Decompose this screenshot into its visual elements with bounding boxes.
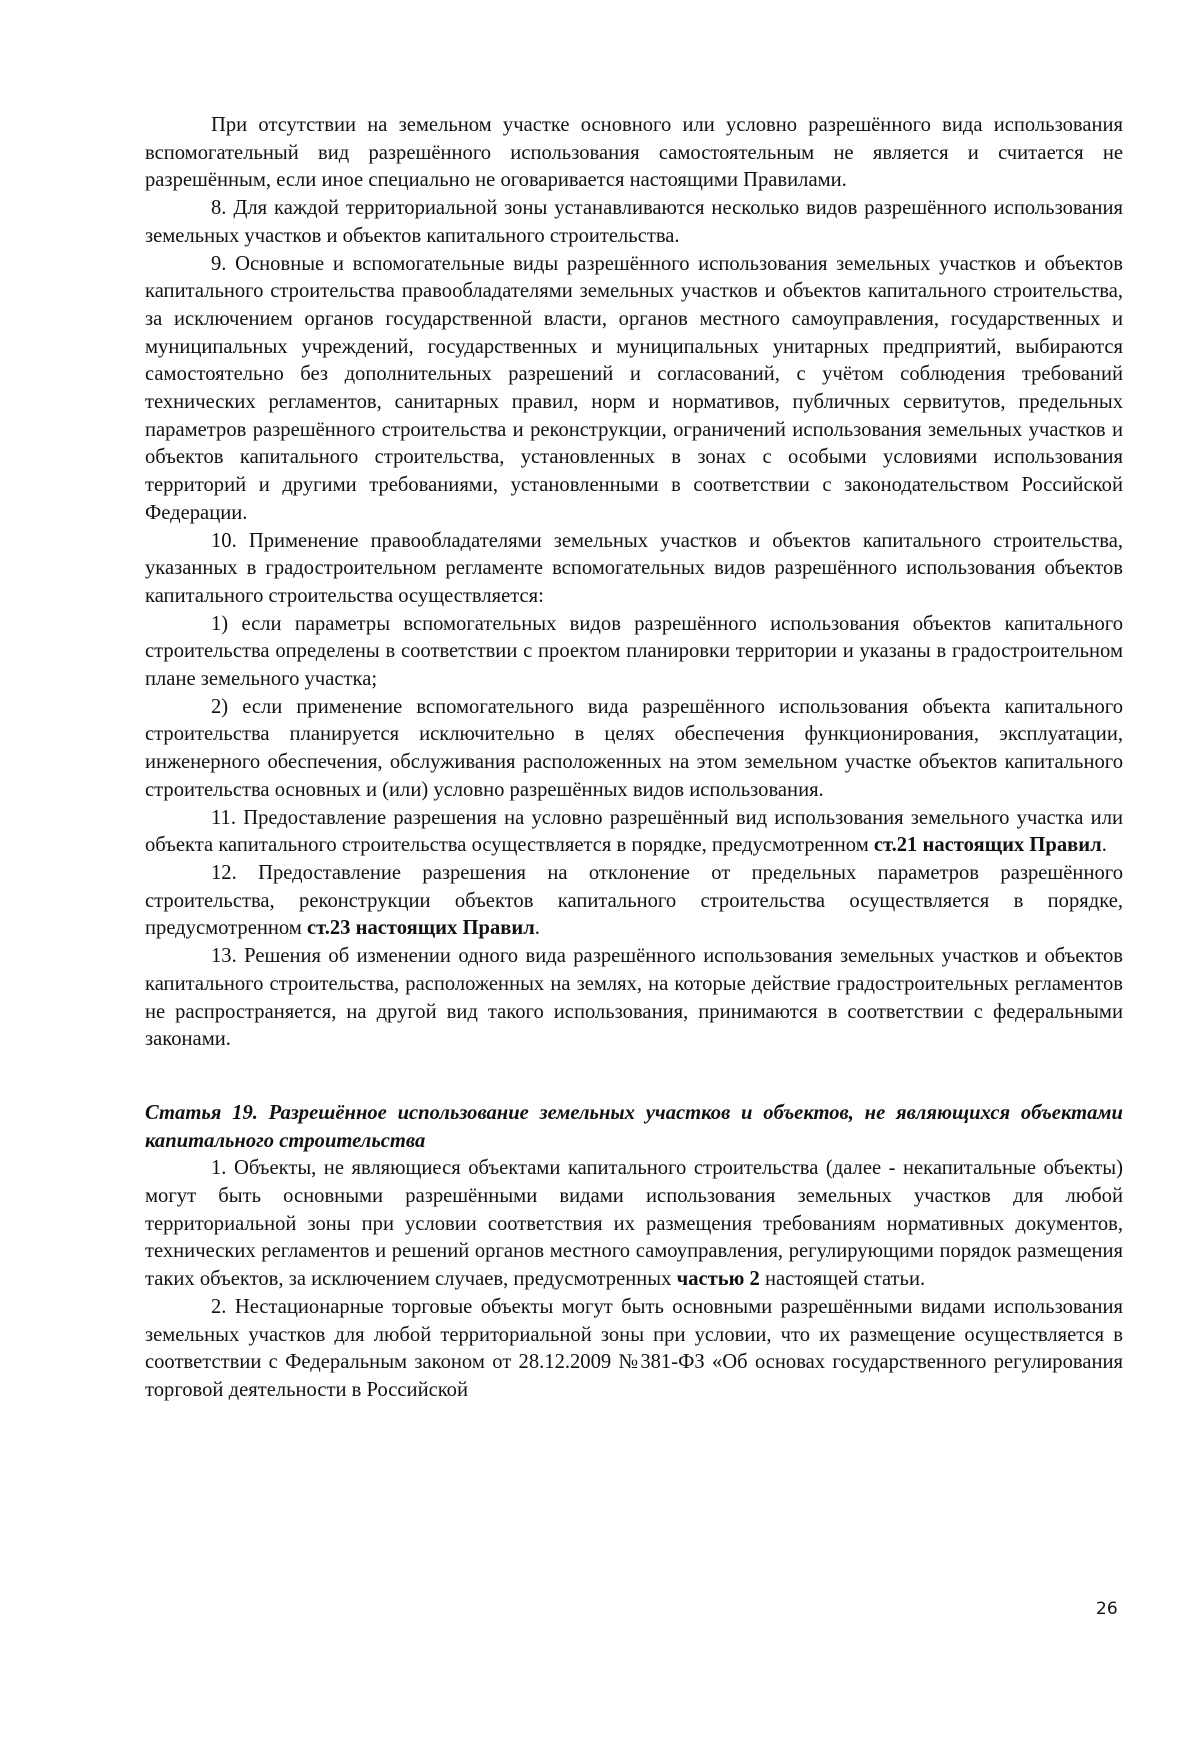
page-number: 26 <box>1096 1599 1118 1619</box>
article-19-paragraph-1-end: настоящей статьи. <box>759 1268 926 1291</box>
reference-article-23: ст.23 настоящих Правил <box>306 917 535 940</box>
article-19-paragraph-1-text: 1. Объекты, не являющиеся объектами капитального строительства (далее - некапитальные объекты) могут быть основными разрешёнными видами использования земельных участков для любой территориальной зоны при условии соответствия их размещения требованиям нормативных документов, технических регламентов и решений органов местного самоуправления, регулирующими порядок размещения таких объектов, за исключением случаев, предусмотренных <box>145 1157 1123 1291</box>
paragraph-12-end: . <box>534 917 540 940</box>
paragraph-9: 9. Основные и вспомогательные виды разрешённого использования земельных участков и объектов капитального строительства правообладателями земельных участков и объектов капитального строительства, за исключением органов государственной власти, органов местного самоуправления, государственных и муниципальных учреждений, государственных и муниципальных унитарных предприятий, выбираются самостоятельно без дополнительных разрешений и согласований, с учётом соблюдения требований технических регламентов, санитарных правил, норм и нормативов, публичных сервитутов, предельных параметров разрешённого строительства и реконструкции, ограничений использования земельных участков и объектов капитального строительства, установленных в зонах с особыми условиями использования территорий и другими требованиями, установленными в соответствии с законодательством Российской Федерации. <box>145 252 1123 524</box>
paragraph-10-item-2: 2) если применение вспомогательного вида разрешённого использования объекта капитального строительства планируется исключительно в целях обеспечения функционирования, эксплуатации, инженерного обеспечения, обслуживания расположенных на этом земельном участке объектов капитального строительства основных и (или) условно разрешённых видов использования. <box>145 695 1123 801</box>
paragraph-13: 13. Решения об изменении одного вида разрешённого использования земельных участков и объектов капитального строительства, расположенных на землях, на которые действие градостроительных регламентов не распространяется, на другой вид такого использования, принимаются в соответствии с федеральными законами. <box>145 945 1123 1051</box>
article-19-heading: Статья 19. Разрешённое использование земельных участков и объектов, не являющихся объектами капитального строительства <box>145 1101 1123 1152</box>
paragraph-12 <box>145 860 1123 943</box>
reference-part-2: частью 2 <box>676 1268 760 1291</box>
article-19-paragraph-1 <box>145 1155 1123 1294</box>
document-body <box>145 112 1123 1405</box>
article-19-paragraph-2: 2. Нестационарные торговые объекты могут быть основными разрешёнными видами использования земельных участков для любой территориальной зоны при условии, что их размещение осуществляется в соответствии с Федеральным законом от 28.12.2009 №381-ФЗ «Об основах государственного регулирования торговой деятельности в Российской <box>145 1295 1123 1401</box>
reference-article-21: ст.21 настоящих Правил <box>873 834 1102 857</box>
paragraph-12-text: 12. Предоставление разрешения на отклонение от предельных параметров разрешённого строительства, реконструкции объектов капитального строительства осуществляется в порядке, предусмотренном <box>145 861 1123 940</box>
paragraph-intro: При отсутствии на земельном участке основного или условно разрешённого вида использования вспомогательный вид разрешённого использования самостоятельным не является и считается не разрешённым, если иное специально не оговаривается настоящими Правилами. <box>145 114 1123 192</box>
paragraph-10-item-1: 1) если параметры вспомогательных видов разрешённого использования объектов капитального строительства определены в соответствии с проектом планировки территории и указаны в градостроительном плане земельного участка; <box>145 612 1123 691</box>
paragraph-8: 8. Для каждой территориальной зоны устанавливаются несколько видов разрешённого использования земельных участков и объектов капитального строительства. <box>145 197 1123 247</box>
paragraph-11-text: 11. Предоставление разрешения на условно разрешённый вид использования земельного участка или объекта капитального строительства осуществляется в порядке, предусмотренном <box>145 806 1123 857</box>
paragraph-10: 10. Применение правообладателями земельных участков и объектов капитального строительства, указанных в градостроительном регламенте вспомогательных видов разрешённого использования объектов капитального строительства осуществляется: <box>145 529 1123 607</box>
paragraph-11 <box>145 805 1123 860</box>
paragraph-11-end: . <box>1101 834 1107 857</box>
